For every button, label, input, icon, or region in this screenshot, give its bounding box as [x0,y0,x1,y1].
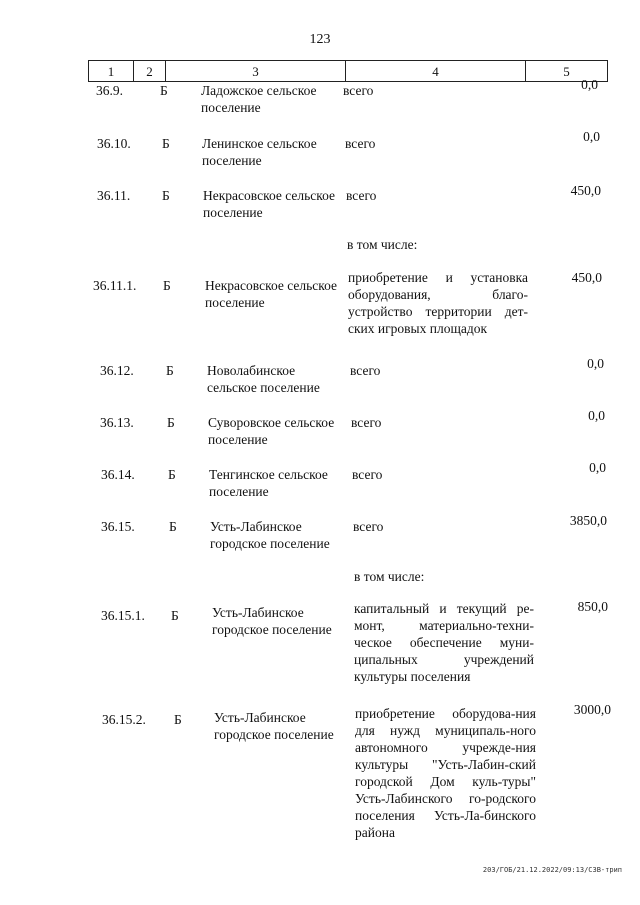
row-name: Ладожское сельское поселение [201,83,317,115]
row-value: 0,0 [581,77,598,92]
document-footer-code: 203/ГОБ/21.12.2022/09:13/СЗВ-трип [482,866,622,874]
row-number: 36.15.1. [101,608,145,623]
row-description: всего [343,83,374,98]
row-name: Усть-Лабинское городское поселение [214,710,334,742]
row-number: 36.11. [97,188,131,203]
row-category: Б [162,136,170,151]
row-number: 36.14. [101,467,135,482]
row-description: всего [351,415,382,430]
row-category: Б [162,188,170,203]
row-value: 450,0 [571,270,602,285]
row-value: 0,0 [583,129,600,144]
row-category: Б [168,467,176,482]
row-subheading: в том числе: [347,237,418,252]
row-number: 36.13. [100,415,134,430]
row-number: 36.15.2. [102,712,146,727]
row-name: Ленинское сельское поселение [202,136,317,168]
row-value: 0,0 [589,460,606,475]
row-category: Б [171,608,179,623]
row-category: Б [166,363,174,378]
row-category: Б [174,712,182,727]
row-category: Б [160,83,168,98]
row-category: Б [169,519,177,534]
row-number: 36.15. [101,519,135,534]
row-description: всего [346,188,377,203]
row-value: 450,0 [570,183,601,198]
row-name: Тенгинское сельское поселение [209,467,328,499]
row-subheading: в том числе: [354,569,425,584]
row-number: 36.10. [97,136,131,151]
row-number: 36.12. [100,363,134,378]
row-description: капитальный и текущий ре-монт, материально-техни-ческое обеспечение муни-ципальных учреждений культуры поселения [354,601,534,684]
header-col-5: 5 [525,60,608,82]
header-col-1: 1 [88,60,134,82]
header-col-3: 3 [165,60,346,82]
row-value: 0,0 [588,408,605,423]
header-col-2: 2 [133,60,166,82]
row-number: 36.11.1. [93,278,137,293]
header-col-4: 4 [345,60,526,82]
page-number: 123 [309,32,331,47]
row-value: 850,0 [577,599,608,614]
row-description: всего [345,136,376,151]
row-value: 3000,0 [573,702,611,717]
row-name: Некрасовское сельское поселение [205,278,338,310]
row-value: 0,0 [587,356,604,371]
row-name: Усть-Лабинское городское поселение [212,605,332,637]
row-category: Б [167,415,175,430]
row-description: всего [353,519,384,534]
row-value: 3850,0 [569,513,607,528]
row-description: всего [350,363,381,378]
row-name: Усть-Лабинское городское поселение [210,519,330,551]
row-category: Б [163,278,171,293]
row-description: приобретение и установка оборудования, благо-устройство территории дет-ских игровых площадок [348,270,528,336]
row-name: Суворовское сельское поселение [208,415,335,447]
row-number: 36.9. [96,83,123,98]
row-name: Новолабинское сельское поселение [207,363,320,395]
row-name: Некрасовское сельское поселение [203,188,336,220]
row-description: приобретение оборудова-ния для нужд муниципаль-ного автономного учрежде-ния культуры "Усть-Лабин-ский городской Дом куль-туры" Усть-Лабинского го-родского поселения Усть-Ла-бинского района [355,706,536,840]
row-description: всего [352,467,383,482]
